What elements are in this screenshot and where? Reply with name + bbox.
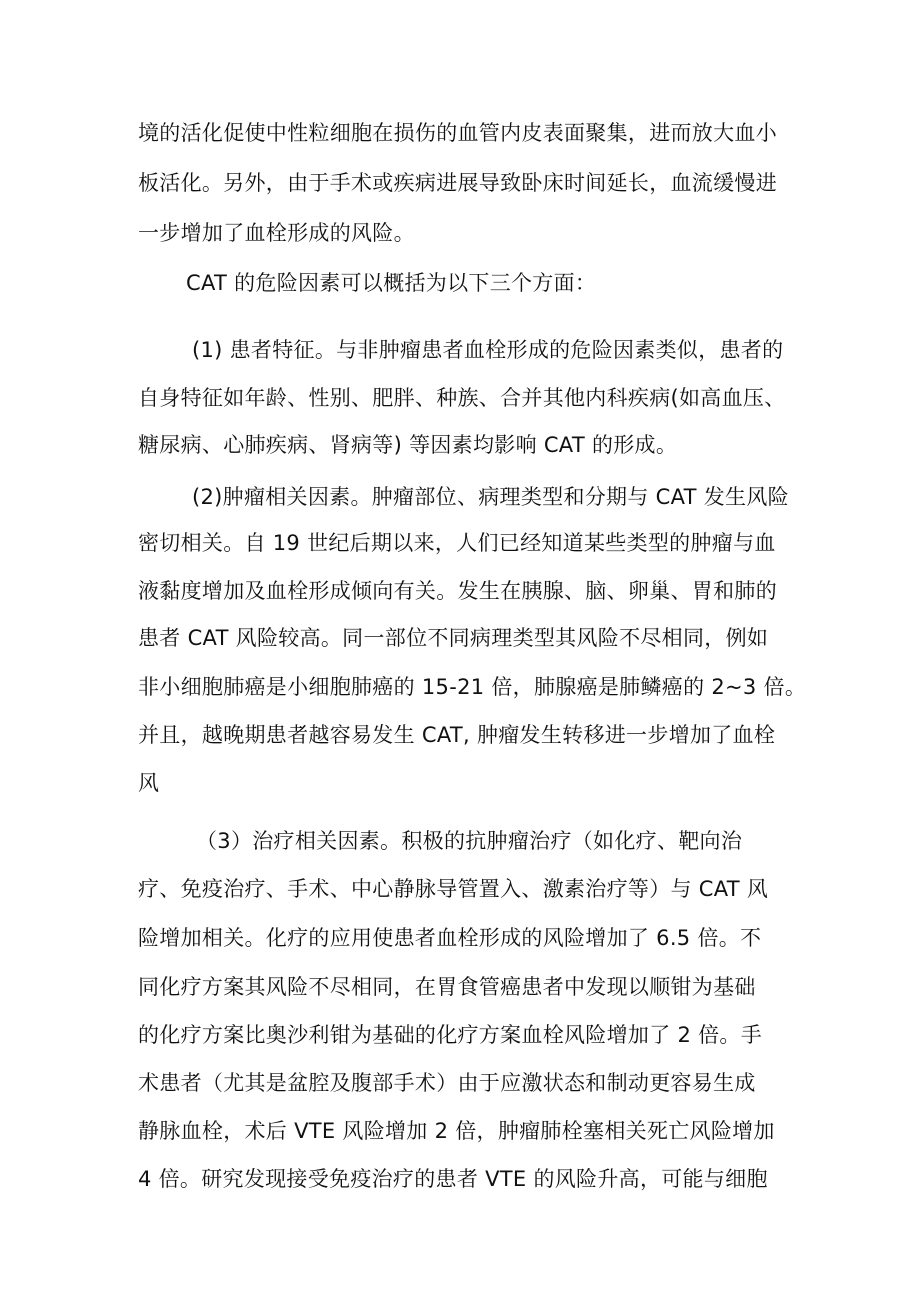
text-line: 术患者（尤其是盆腔及腹部手术）由于应激状态和制动更容易生成 [138,1071,756,1095]
text-line: （3）治疗相关因素。积极的抗肿瘤治疗（如化疗、靶向治 [196,829,743,853]
text-line: 境的活化促使中性粒细胞在损伤的血管内皮表面聚集，进而放大血小 [138,121,777,145]
text-line: 一步增加了血栓形成的风险。 [138,221,415,245]
text-line: (1) 患者特征。与非肿瘤患者血栓形成的危险因素类似，患者的 [192,338,784,362]
text-line: 并且，越晚期患者越容易发生 CAT, 肿瘤发生转移进一步增加了血栓 [138,723,776,747]
text-line: 风 [138,771,160,795]
text-line: 同化疗方案其风险不尽相同，在胃食管癌患者中发现以顺钳为基础 [138,975,756,999]
text-line: 液黏度增加及血栓形成倾向有关。发生在胰腺、脑、卵巢、胃和肺的 [138,579,777,603]
text-line: 非小细胞肺癌是小细胞肺癌的 15-21 倍，肺腺癌是肺鳞癌的 2~3 倍。 [138,675,807,699]
text-line: 患者 CAT 风险较高。同一部位不同病理类型其风险不尽相同，例如 [138,626,769,650]
text-line: 自身特征如年龄、性别、肥胖、种族、合并其他内科疾病(如高血压、 [138,386,786,410]
text-line: 4 倍。研究发现接受免疫治疗的患者 VTE 的风险升高，可能与细胞 [138,1167,768,1191]
text-line: 疗、免疫治疗、手术、中心静脉导管置入、激素治疗等）与 CAT 风 [138,877,769,901]
text-line: CAT 的危险因素可以概括为以下三个方面： [186,271,597,295]
text-line: 密切相关。自 19 世纪后期以来，人们已经知道某些类型的肿瘤与血 [138,531,776,555]
text-line: 的化疗方案比奥沙利钳为基础的化疗方案血栓风险增加了 2 倍。手 [138,1023,763,1047]
text-line: 糖尿病、心肺疾病、肾病等) 等因素均影响 CAT 的形成。 [138,433,678,457]
text-line: (2)肿瘤相关因素。肿瘤部位、病理类型和分期与 CAT 发生风险 [192,485,789,509]
text-line: 板活化。另外，由于手术或疾病进展导致卧床时间延长，血流缓慢进 [138,171,777,195]
text-line: 静脉血栓，术后 VTE 风险增加 2 倍，肿瘤肺栓塞相关死亡风险增加 [138,1119,775,1143]
text-line: 险增加相关。化疗的应用使患者血栓形成的风险增加了 6.5 倍。不 [138,926,762,950]
